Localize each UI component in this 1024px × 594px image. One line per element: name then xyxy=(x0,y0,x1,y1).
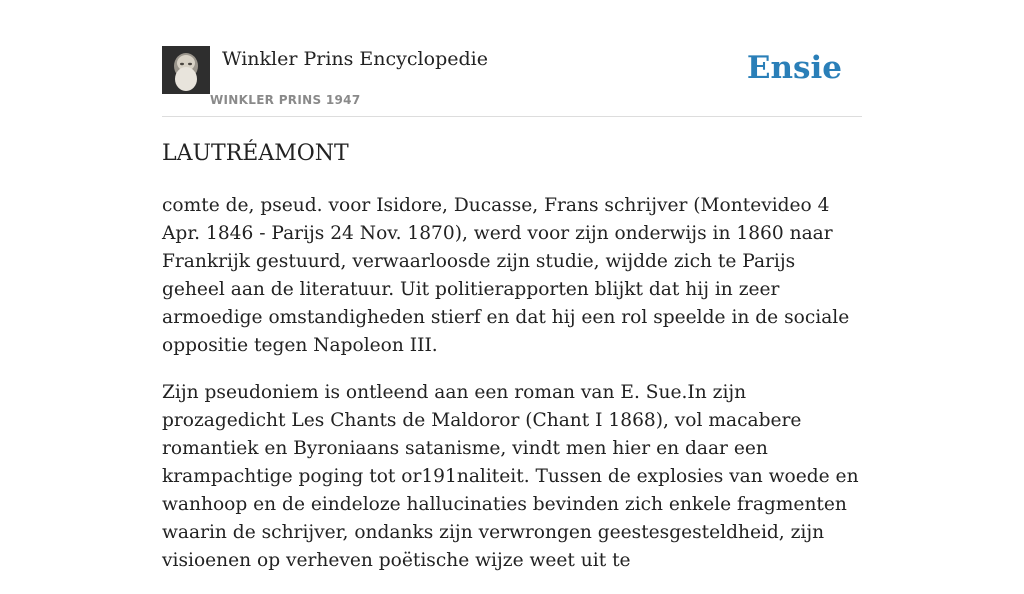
brand-logo[interactable]: Ensie xyxy=(746,50,842,86)
article-title: LAUTRÉAMONT xyxy=(162,141,349,166)
article-paragraph: comte de, pseud. voor Isidore, Ducasse, Frans schrijver (Montevideo 4 Apr. 1846 - Parijs 24 Nov. 1870), werd voor zijn onderwijs in 1860 naar Frankrijk gestuurd, verwaarloosde zijn studie, wijdde zich te Parijs geheel aan de literatuur. Uit politierapporten blijkt dat hij in zeer armoedige omstandigheden stierf en dat hij een rol speelde in de sociale oppositie tegen Napoleon III. xyxy=(162,195,850,356)
source-name[interactable]: Winkler Prins Encyclopedie xyxy=(222,48,488,70)
source-subtitle[interactable]: WINKLER PRINS 1947 xyxy=(210,93,361,107)
article-body xyxy=(162,192,862,594)
site-header xyxy=(162,46,862,117)
portrait-avatar-icon[interactable] xyxy=(162,46,210,94)
article-paragraph: Zijn pseudoniem is ontleend aan een roman van E. Sue.In zijn prozagedicht Les Chants de Maldoror (Chant I 1868), vol macabere romantiek en Byroniaans satanisme, vindt men hier en daar een krampachtige poging tot or191naliteit. Tussen de explosies van woede en wanhoop en de eindeloze hallucinaties bevinden zich enkele fragmenten waarin de schrijver, ondanks zijn verwrongen geestesgesteldheid, zijn visioenen op verheven poëtische wijze weet uit te xyxy=(162,382,859,571)
